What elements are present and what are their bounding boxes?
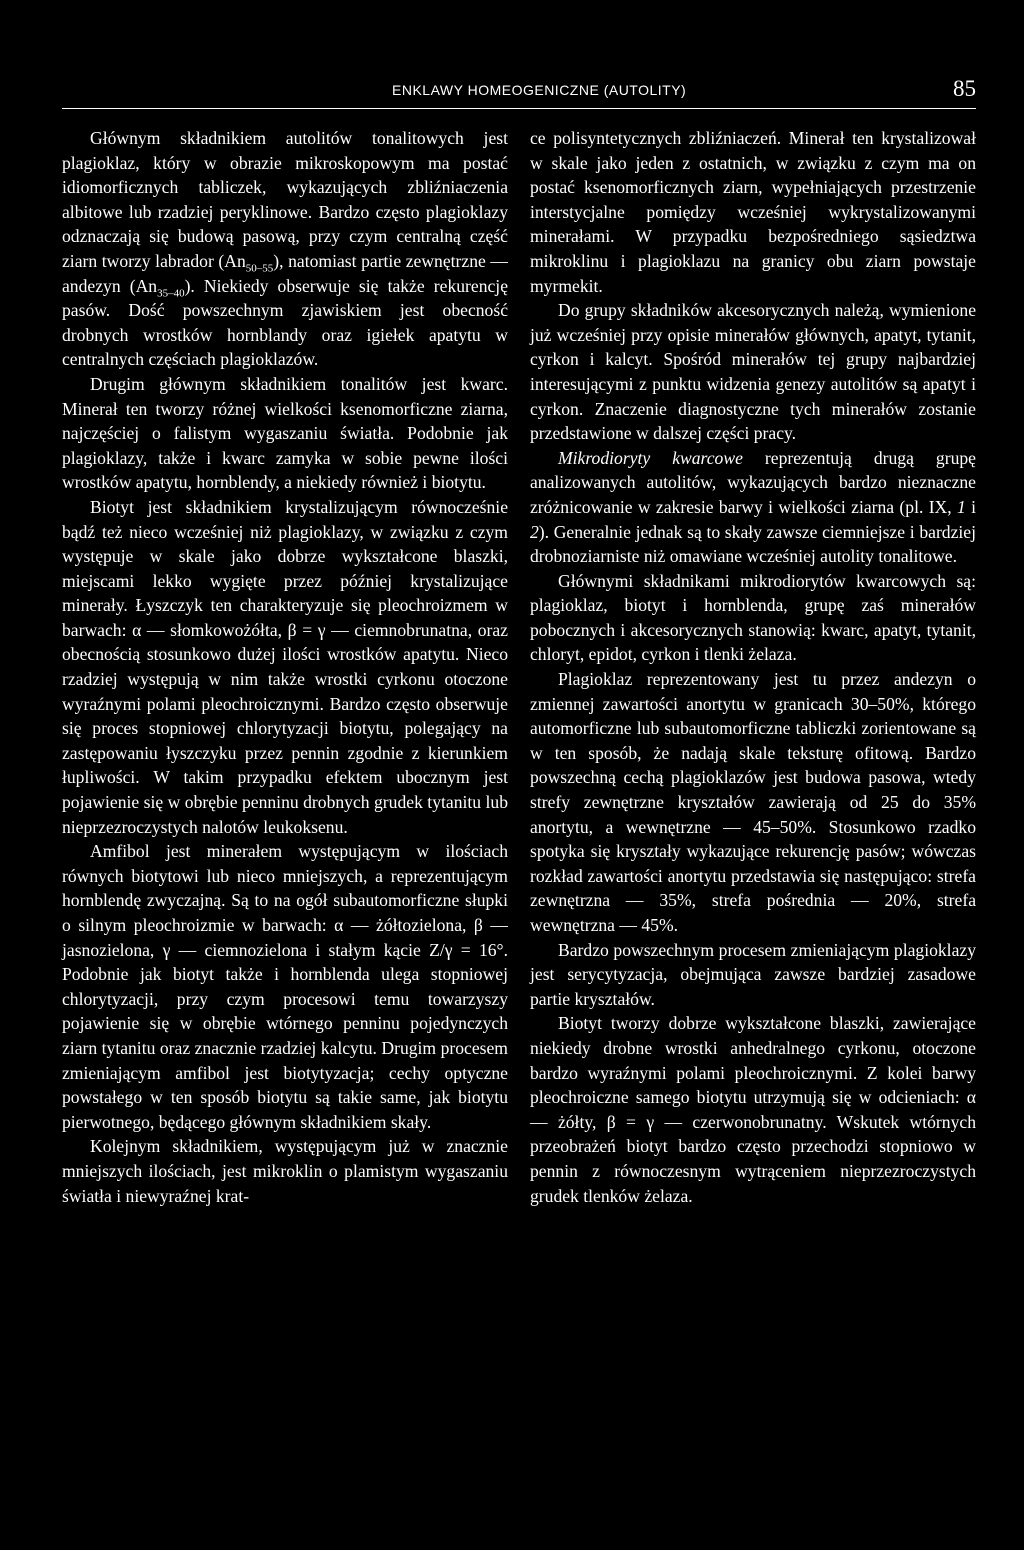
subscript-an-andezyn: 35–40 — [157, 287, 185, 300]
paragraph-skladniki-mikrodiorytow: Głównymi składnikami mikrodiorytów kwarcowych są: plagioklaz, biotyt i hornblenda, grupę zaś minerałów pobocznych i akcesorycznych stanowią: kwarc, apatyt, tytanit, chloryt, epidot, cyrkon i tlenki żelaza. — [530, 570, 976, 665]
paragraph-mikroklin-cont: ce polisyntetycznych zbliźniaczeń. Minerał ten krystalizował w skale jako jeden z ostatnich, w związku z czym ma on postać ksenomorficznych ziarn, wypełniających przestrzenie interstycjalne pomiędzy wcześniej wykrystalizowanymi minerałami. W przypadku bezpośredniego sąsiedztwa mikroklinu i plagioklazu na granicy obu ziarn powstaje myrmekit. — [530, 128, 976, 296]
paragraph-text: Plagioklaz reprezentowany jest tu przez andezyn o zmiennej zawartości anortytu w granicach 30–50 — [530, 669, 976, 714]
paragraph-text: anortytu, a wewnętrzne — 45–50 — [530, 816, 798, 837]
paragraph-text: i — [965, 496, 976, 517]
italic-term: Mikrodioryty kwarcowe — [558, 447, 743, 468]
paragraph-text: , strefa wewnętrzna — 45 — [530, 890, 977, 935]
paragraph-amfibol: Amfibol jest minerałem występującym w ilościach równych biotytowi lub nieco mniejszych, a reprezentującym hornblendę zwyczajną. Są to na ogół subautomorficzne słupki o silnym pleochroizmie w barwach: α — żółtozielona, β — jasnozielona, γ — ciemnozielona i stałym kącie Z/γ = 16°. Podobnie jak biotyt także i hornblenda ulega stopniowej chlorytyzacji, przy czym procesowi temu towarzyszy pojawienie się w obrębie wtórnego penninu pojedynczych ziarn tytanitu oraz znacznie rzadziej kalcytu. Drugim procesem zmieniającym amfibol jest biotytyzacja; cechy optyczne powstałego w ten sposób biotytu są takie same, jak biotytu pierwotnego, będącego głównym składnikiem skały. — [62, 841, 508, 1132]
paragraph-kwarc: Drugim głównym składnikiem tonalitów jest kwarc. Minerał ten tworzy różnej wielkości ksenomorficzne ziarna, najczęściej o falistym wygaszaniu światła. Podobnie jak plagioklazy, także i kwarc zamyka w sobie pewne ilości wrostków apatytu, hornblendy, a niekiedy również i biotytu. — [62, 373, 508, 493]
paragraph-mikrodioryty — [530, 446, 976, 569]
percent-sign: % — [961, 792, 976, 813]
paragraph-plagioklaz-andezyn — [530, 667, 976, 938]
percent-sign: % — [894, 693, 910, 714]
paragraph-biotyt-mikrodioryty: Biotyt tworzy dobrze wykształcone blaszki, zawierające niekiedy drobne wrostki anhedralnego cyrkonu, otoczone bardzo wyraźnymi polami pleochroicznymi. Z kolei barwy pleochroiczne samego biotytu utrzymują się w odcieniach: α — żółty, β = γ — czerwonobrunatny. Wskutek wtórnych przeobrażeń biotyt bardzo często przechodzi stopniowo w pennin z równoczesnym wytrąceniem nieprzezroczystych grudek tlenków żelaza. — [530, 1013, 976, 1206]
paragraph-akcesoryczne: Do grupy składników akcesorycznych należą, wymienione już wcześniej przy opisie minerałów głównych, apatyt, tytanit, cyrkon i kalcyt. Spośród minerałów tej grupy najbardziej interesującymi z punktu widzenia genezy autolitów są apatyt i cyrkon. Znaczenie diagnostyczne tych minerałów zostanie przedstawione w dalszej części pracy. — [530, 300, 976, 444]
paragraph-text: ). Niekiedy obserwuje się także rekurencję pasów. Dość powszechnym zjawiskiem jest obecność drobnych wrostków hornblandy oraz igiełek apatytu w centralnych częściach plagioklazów. — [62, 275, 509, 370]
right-column — [530, 126, 976, 1208]
percent-sign: % — [797, 816, 812, 837]
paragraph-text: , strefa pośrednia — 20 — [691, 890, 903, 911]
plate-ref-2: 2 — [530, 521, 539, 542]
paragraph-text: ). Generalnie jednak są to skały zawsze ciemniejsze i bardziej drobnoziarniste niż omawiane wcześniej autolity tonalitowe. — [530, 521, 976, 567]
paragraph-plagioklaz — [62, 126, 508, 372]
paragraph-text: ), natomiast partie zewnętrzne — andezyn (An — [62, 250, 508, 296]
paragraph-text: , którego automorficzne lub subautomorficzne tabliczki zorientowane są w ten sposób, że nadają skale teksturę ofitową. Bardzo powszechną cechą plagioklazów jest budowa pasowa, wtedy strefy zewnętrzne kryształów zawierają od 25 do 35 — [530, 693, 977, 813]
running-header — [62, 78, 976, 109]
percent-sign: % — [676, 890, 692, 911]
paragraph-text: . — [673, 915, 679, 935]
left-column — [62, 126, 508, 1208]
running-title: ENKLAWY HOMEOGENICZNE (AUTOLITY) — [392, 82, 687, 98]
plate-ref-1: 1 — [956, 496, 966, 517]
paragraph-mikroklin: Kolejnym składnikiem, występującym już w znacznie mniejszych ilościach, jest mikroklin o plamistym wygaszaniu światła i niewyraźnej krat- — [62, 1136, 508, 1206]
percent-sign: % — [902, 890, 917, 911]
paragraph-text: reprezentują drugą grupę analizowanych autolitów, wykazujących bardzo nieznaczne zróżnicowanie w zakresie barwy i wielkości ziarna (pl. IX, — [530, 447, 976, 517]
percent-sign: % — [658, 915, 674, 935]
paragraph-serycytyzacja: Bardzo powszechnym procesem zmieniającym plagioklazy jest serycytyzacja, obejmująca zawsze bardziej zasadowe partie kryształów. — [530, 939, 976, 1009]
paragraph-biotyt: Biotyt jest składnikiem krystalizującym równocześnie bądź też nieco wcześniej niż plagioklazy, w związku z czym występuje w skale jako dobrze wykształcone blaszki, miejscami lekko wygięte przez później krystalizujące minerały. Łyszczyk ten charakteryzuje się pleochroizmem w barwach: α — słomkowożółta, β = γ — ciemnobrunatna, oraz obecnością stosunkowo dużej ilości wrostków apatytu. Nieco rzadziej występują w nim także wrostki cyrkonu otoczone wyraźnymi polami pleochroicznymi. Bardzo często obserwuje się proces stopniowej chlorytyzacji biotytu, polegający na zastępowaniu łyszczyku przez pennin zgodnie z kierunkiem łupliwości. W takim przypadku efektem ubocznym jest pojawienie się w obrębie penninu drobnych grudek tytanitu lub nieprzezroczystych nalotów leukoksenu. — [62, 496, 508, 837]
paragraph-text: Głównym składnikiem autolitów tonalitowych jest plagioklaz, który w obrazie mikroskopowym ma postać idiomorficznych tabliczek, wykazujących zbliźniaczenia albitowe lub rzadziej peryklinowe. Bardzo często plagioklazy odznaczają się budową pasową, przy czym centralną część ziarn tworzy labrador (An — [62, 128, 508, 271]
subscript-an-labrador: 50–55 — [245, 262, 274, 275]
page-number: 85 — [953, 76, 976, 101]
paragraph-text: . Stosunkowo rzadko spotyka się kryształy wykazujące rekurencję pasów; wówczas rozkład zawartości anortytu przedstawia się następująco: strefa zewnętrzna — 35 — [530, 816, 977, 911]
